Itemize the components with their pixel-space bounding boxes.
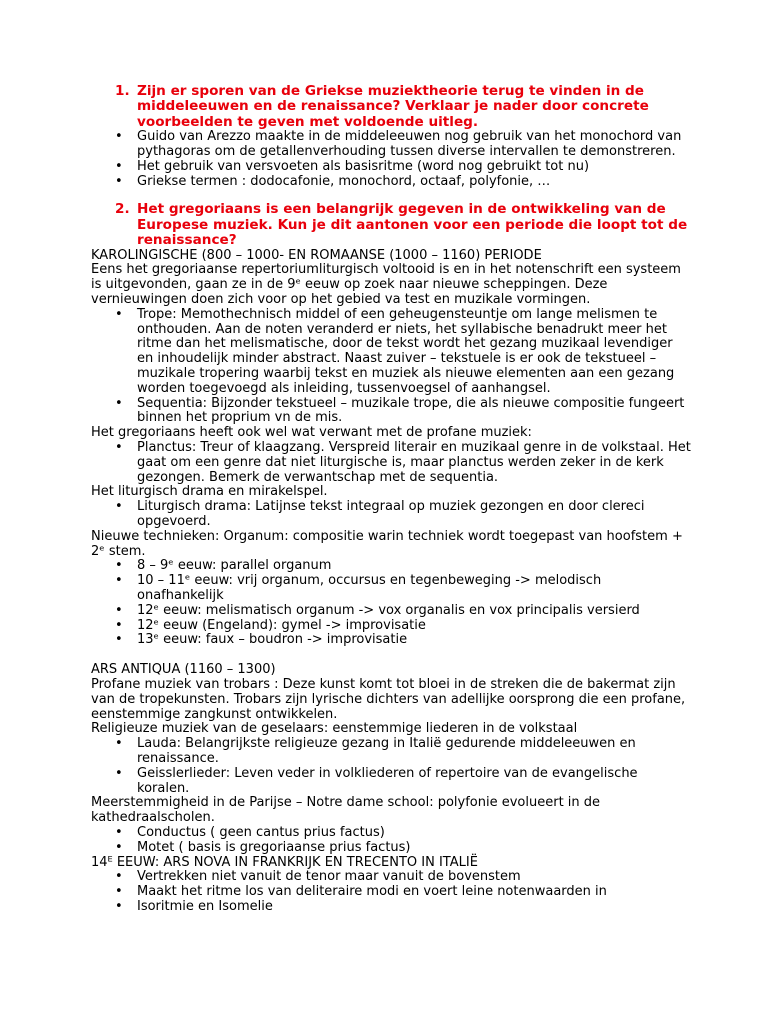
list-item: • Trope: Memothechnisch middel of een geheugensteuntje om lange melismen te onthouden. Aan de noten veranderd er niets, het syllabische benadrukt meer het ritme dan het melismatische, door de tekst wordt het gezang muzikaal levendiger en inhoudelijk minder abstract. Naast zuiver – tekstuele is er ook de tekstueel – muzikale tropering waarbij tekst en muziek als nieuwe elementen aan een gezang worden toegevoegd als inleiding, tussenvoegsel of aanhangsel.: [115, 306, 675, 396]
bullet-icon: •: [115, 602, 123, 618]
paragraph: Het liturgisch drama en mirakelspel.: [91, 484, 328, 500]
section-heading: ARS ANTIQUA (1160 – 1300): [91, 662, 276, 678]
section-heading: 14ᴱ EEUW: ARS NOVA IN FRANKRIJK EN TRECENTO IN ITALIË: [91, 854, 478, 870]
bullet-icon: •: [115, 884, 123, 900]
question-text: Zijn er sporen van de Griekse muziektheorie terug te vinden in de middeleeuwen en de renaissance? Verklaar je nader door concrete voorbeelden te geven met voldoende uitleg.: [137, 83, 649, 130]
bullet-icon: •: [115, 869, 123, 885]
ars-nova-list: [91, 870, 691, 914]
question-number: 1.: [115, 83, 130, 99]
list-item: • 13ᵉ eeuw: faux – boudron -> improvisatie: [115, 632, 408, 648]
bullet-icon: •: [115, 129, 123, 145]
list-item: • Griekse termen : dodocafonie, monochord, octaaf, polyfonie, …: [115, 173, 551, 189]
bullet-icon: •: [115, 839, 123, 855]
paragraph: Meerstemmigheid in de Parijse – Notre dame school: polyfonie evolueert in de kathedraalscholen.: [91, 795, 601, 826]
religieus-list: [91, 737, 691, 796]
bullet-icon: •: [115, 617, 123, 633]
bullet-icon: •: [115, 173, 123, 189]
list-item: • Guido van Arezzo maakte in de middeleeuwen nog gebruik van het monochord van pythagoras om de getallenverhouding tussen diverse intervallen te demonstreren.: [115, 129, 682, 160]
drama-list: [91, 500, 691, 530]
list-item: • Liturgisch drama: Latijnse tekst integraal op muziek gezongen en door clereci opgevoerd.: [115, 499, 645, 529]
list-item: • Lauda: Belangrijkste religieuze gezang in Italië gedurende middeleeuwen en renaissance.: [115, 736, 636, 766]
bullet-icon: •: [115, 158, 123, 174]
profaan-list: [91, 441, 691, 485]
spacer: [91, 648, 691, 663]
question-number: 2.: [115, 201, 130, 218]
meerstemmig-list: [91, 826, 691, 856]
trope-list: [91, 308, 691, 426]
list-item: • Maakt het ritme los van deliteraire modi en voert leine notenwaarden in: [115, 884, 607, 900]
bullet-icon: •: [115, 499, 123, 515]
list-item: • 8 – 9ᵉ eeuw: parallel organum: [115, 558, 332, 574]
question-1: [91, 84, 691, 130]
list-item: • Geisslerlieder: Leven veder in volkliederen of repertoire van de evangelische koralen.: [115, 765, 638, 796]
list-item: • Planctus: Treur of klaagzang. Verspreid literair en muzikaal genre in de volkstaal. Het gaat om een genre dat niet liturgische is, maar planctus werden zeker in de kerk gezongen. Bemerk de verwantschap met de sequentia.: [115, 439, 691, 485]
bullet-icon: •: [115, 573, 123, 589]
list-item: • Vertrekken niet vanuit de tenor maar vanuit de bovenstem: [115, 869, 521, 885]
bullet-icon: •: [115, 765, 123, 781]
list-item: • 10 – 11ᵉ eeuw: vrij organum, occursus en tegenbeweging -> melodisch onafhankelijk: [115, 573, 602, 603]
paragraph: Nieuwe technieken: Organum: compositie warin techniek wordt toegepast van hoofstem + 2ᵉ stem.: [91, 528, 683, 559]
organum-list: [91, 559, 691, 648]
bullet-icon: •: [115, 395, 123, 411]
paragraph: Profane muziek van trobars : Deze kunst komt tot bloei in de streken die de bakermat zijn van de tropekunsten. Trobars zijn lyrische dichters van adellijke oorsprong die een profane, eenstemmige zangkunst ontwikkelen.: [91, 676, 686, 722]
bullet-icon: •: [115, 632, 123, 648]
section-heading: KAROLINGISCHE (800 – 1000- EN ROMAANSE (1000 – 1160) PERIODE: [91, 247, 542, 263]
list-item: • Motet ( basis is gregoriaanse prius factus): [115, 839, 411, 855]
bullet-icon: •: [115, 898, 123, 914]
list-item: • Het gebruik van versvoeten als basisritme (word nog gebruikt tot nu): [115, 158, 590, 174]
question-text: Het gregoriaans is een belangrijk gegeven in de ontwikkeling van de Europese muziek. Kun je dit aantonen voor een periode die loopt tot de renaissance?: [137, 201, 688, 249]
bullet-icon: •: [115, 558, 123, 574]
bullet-icon: •: [115, 306, 123, 322]
document-body: [91, 84, 691, 915]
bullet-icon: •: [115, 736, 123, 752]
list-item: • 12ᵉ eeuw (Engeland): gymel -> improvisatie: [115, 617, 426, 633]
bullet-icon: •: [115, 439, 123, 455]
list-item: • 12ᵉ eeuw: melismatisch organum -> vox organalis en vox principalis versierd: [115, 602, 640, 618]
list-item: • Sequentia: Bijzonder tekstueel – muzikale trope, die als nieuwe compositie fungeert binnen het proprium vn de mis.: [115, 395, 685, 426]
answer-1-list: [91, 130, 691, 189]
list-item: • Conductus ( geen cantus prius factus): [115, 824, 385, 840]
paragraph: Religieuze muziek van de geselaars: eenstemmige liederen in de volkstaal: [91, 721, 578, 737]
bullet-icon: •: [115, 824, 123, 840]
paragraph: Eens het gregoriaanse repertoriumliturgisch voltooid is en in het notenschrift een systeem is uitgevonden, gaan ze in de 9ᵉ eeuw op zoek naar nieuwe scheppingen. Deze vernieuwingen doen zich voor op het gebied va test en muzikale vormingen.: [91, 262, 681, 308]
question-2: [91, 202, 691, 248]
paragraph: Het gregoriaans heeft ook wel wat verwant met de profane muziek:: [91, 425, 532, 441]
list-item: • Isoritmie en Isomelie: [115, 898, 273, 914]
